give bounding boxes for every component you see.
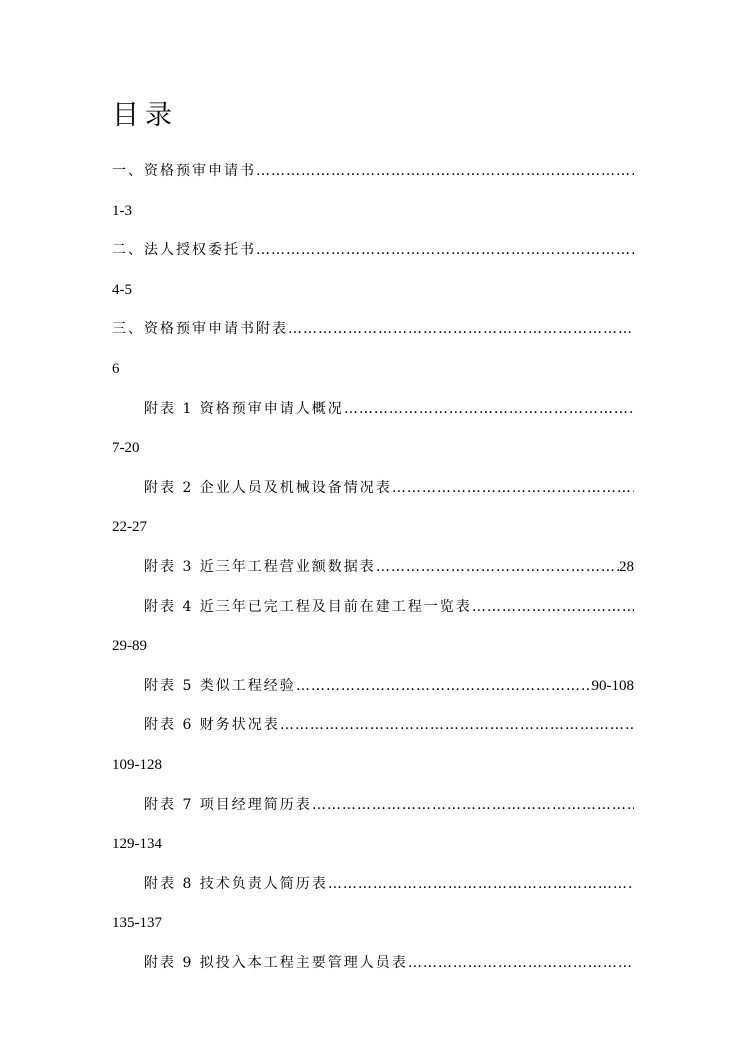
toc-entry-page-line [112,627,634,667]
toc-entry-page: 29-89 [112,638,147,655]
toc-entry-label: 二、法人授权委托书 [112,242,256,259]
toc-entry[interactable] [112,667,634,707]
toc-entry[interactable] [112,944,634,984]
toc-leader-dots [376,548,619,588]
toc-entry-label: 附表 4 近三年已完工程及目前在建工程一览表 [144,598,472,615]
toc-leader-dots [392,469,634,509]
toc-entry-page: 129-134 [112,836,162,853]
toc-entry-page-line [112,508,634,548]
toc-leader-dots [344,390,634,430]
toc-entry[interactable] [112,310,634,350]
toc-entry-page-line [112,825,634,865]
toc-entry-page: 7-20 [112,440,140,457]
toc-leader-dots [408,944,634,984]
toc-entry-label: 附表 3 近三年工程营业额数据表 [144,558,376,575]
toc-leader-dots [280,706,634,746]
toc-entry-page-line [112,746,634,786]
toc-entry-page: 28 [619,558,634,575]
toc-entry-page-line [112,192,634,232]
toc-entry[interactable] [112,152,634,192]
toc-entry[interactable] [112,588,634,628]
toc-entry-label: 附表 1 资格预审申请人概况 [144,400,344,417]
toc-entry-label: 三、资格预审申请书附表 [112,321,288,338]
toc-entry-page-line [112,904,634,944]
toc-entry-label: 附表 8 技术负责人简历表 [144,875,328,892]
toc-entry[interactable] [112,469,634,509]
toc-entry-page-line [112,271,634,311]
toc-entry-page: 90-108 [591,677,634,694]
toc-leader-dots [472,588,634,628]
toc-entry[interactable] [112,548,634,588]
toc-entry[interactable] [112,390,634,430]
toc-title: 目录 [112,100,178,131]
toc-entry-label: 附表 5 类似工程经验 [144,677,296,694]
toc-entry-page: 4-5 [112,281,132,298]
toc-leader-dots [296,667,592,707]
toc-entry[interactable] [112,706,634,746]
toc-leader-dots [256,231,634,271]
toc-entry-page: 1-3 [112,202,132,219]
toc-entry[interactable] [112,786,634,826]
toc-leader-dots [256,152,634,192]
toc-leader-dots [328,865,634,905]
toc-entry-page: 6 [112,360,120,377]
toc-entry-label: 附表 6 财务状况表 [144,717,280,734]
toc-entry-label: 附表 7 项目经理简历表 [144,796,312,813]
toc-entry-label: 附表 9 拟投入本工程主要管理人员表 [144,954,408,971]
toc-entry-page: 22-27 [112,519,147,536]
toc-entry-page: 109-128 [112,756,162,773]
toc-leader-dots [288,310,634,350]
toc-entry-page: 135-137 [112,915,162,932]
toc-entry-label: 附表 2 企业人员及机械设备情况表 [144,479,392,496]
toc-entry[interactable] [112,865,634,905]
toc-entry-page-line [112,429,634,469]
toc-list [112,152,634,983]
toc-entry[interactable] [112,231,634,271]
toc-leader-dots [312,786,634,826]
toc-entry-page-line [112,350,634,390]
toc-entry-label: 一、资格预审申请书 [112,163,256,179]
